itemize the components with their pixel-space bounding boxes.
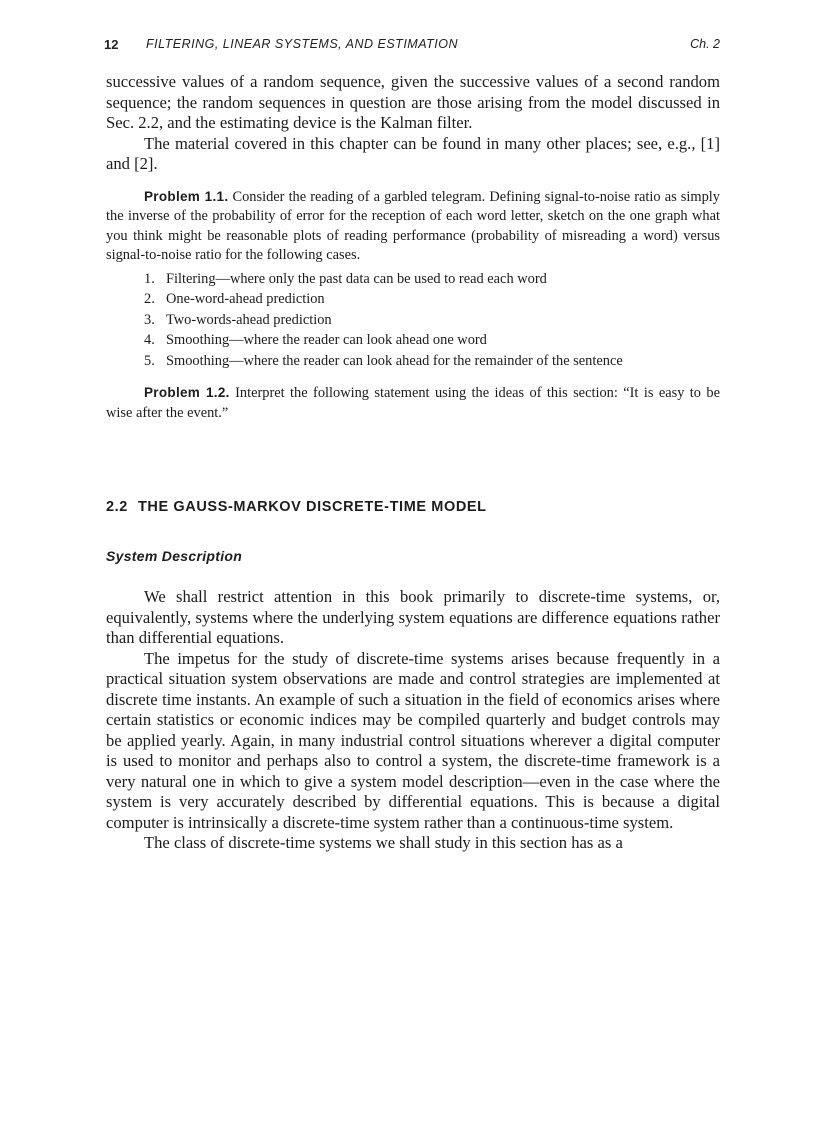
problem-1-2-label: Problem 1.2. (144, 385, 230, 400)
list-item-number: 5. (144, 352, 155, 369)
section-heading (106, 499, 720, 515)
body-paragraph-3: The class of discrete-time systems we shall study in this section has as a (144, 833, 623, 852)
problem-1-1-text: Consider the reading of a garbled telegram. Defining signal-to-noise ratio as simply the inverse of the probability of error for the reception of each word letter, sketch on the one graph what you think might be reasonable plots of reading performance (probability of misreading a word) versus signal-to-noise ratio for the following cases. (106, 188, 720, 263)
page-body (106, 72, 720, 854)
list-item-text: Smoothing—where the reader can look ahead one word (166, 332, 487, 348)
list-item (106, 289, 720, 310)
list-item-number: 1. (144, 270, 155, 287)
list-item (106, 351, 720, 372)
problem-1-1-label: Problem 1.1. (144, 188, 229, 204)
subsection-heading: System Description (106, 548, 243, 564)
running-header (104, 36, 720, 56)
section-number: 2.2 (106, 499, 128, 515)
body-paragraph-1: We shall restrict attention in this book primarily to discrete-time systems, or, equivalently, systems where the underlying system equations are difference equations rather than differential equations. (106, 587, 720, 647)
chapter-label: Ch. 2 (690, 37, 720, 51)
list-item-text: Two-words-ahead prediction (166, 311, 332, 328)
problem-1-1-case-list (106, 269, 720, 372)
section-title: THE GAUSS-MARKOV DISCRETE-TIME MODEL (137, 499, 487, 515)
list-item-text: Filtering—where only the past data can be used to read each word (166, 270, 547, 287)
list-item-number: 4. (144, 332, 155, 348)
list-item-number: 2. (144, 291, 155, 307)
intro-paragraph-2: The material covered in this chapter can be found in many other places; see, e.g., [1] and [2]. (106, 133, 720, 173)
list-item (106, 269, 720, 290)
list-item-number: 3. (144, 311, 155, 328)
list-item-text: Smoothing—where the reader can look ahead for the remainder of the sentence (166, 352, 623, 369)
page-number: 12 (104, 37, 119, 52)
problem-1-2 (106, 383, 720, 423)
list-item (106, 310, 720, 331)
list-item (106, 330, 720, 351)
problem-1-1 (106, 187, 720, 266)
intro-paragraph-1: successive values of a random sequence, given the successive values of a second random sequence; the random sequences in question are those arising from the model discussed in Sec. 2.2, and the estimating device is the Kalman filter. (106, 72, 720, 132)
running-title: FILTERING, LINEAR SYSTEMS, AND ESTIMATION (146, 37, 458, 51)
list-item-text: One-word-ahead prediction (166, 291, 325, 307)
problem-1-2-text: Interpret the following statement using the ideas of this section: “It is easy to be wise after the event.” (106, 385, 720, 421)
body-paragraph-2: The impetus for the study of discrete-time systems arises because frequently in a practical situation system observations are made and control strategies are implemented at discrete time instants. An example of such a situation in the field of economics arises where certain statistics or economic indices may be compiled quarterly and budget controls may be applied yearly. Again, in many industrial control situations wherever a digital computer is used to monitor and perhaps also to control a system, the discrete-time framework is a very natural one in which to give a system model description—even in the case where the system is very accurately described by differential equations. This is because a digital computer is intrinsically a discrete-time system rather than a continuous-time system. (106, 648, 720, 832)
